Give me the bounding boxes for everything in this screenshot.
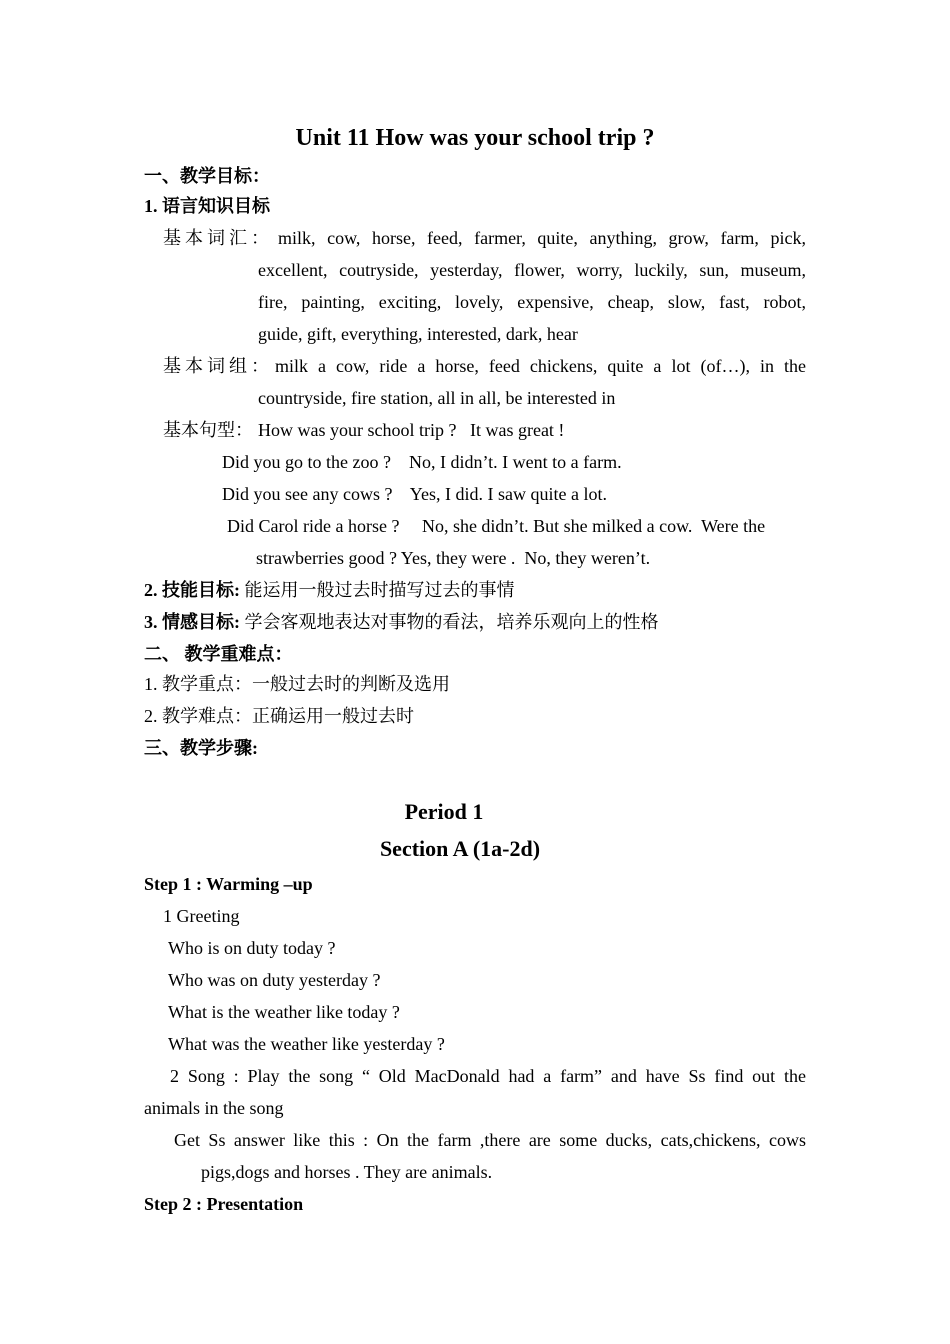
difficult-point: 2. 教学难点：正确运用一般过去时 (144, 706, 414, 726)
phrases-line: milk a cow, ride a horse, feed chickens, quite a lot (of…), in the (275, 356, 806, 376)
emotion-goal (144, 606, 806, 638)
sentences-label: 基本句型： (163, 420, 253, 440)
key-point: 1. 教学重点：一般过去时的判断及选用 (144, 674, 450, 694)
skill-goal (144, 574, 806, 606)
emotion-goal-label: 3. 情感目标: (144, 612, 240, 632)
vocab-line: excellent, coutryside, yesterday, flower, worry, luckily, sun, museum, (258, 260, 806, 280)
question-line: What was the weather like yesterday ? (168, 1034, 445, 1054)
greeting-item: 1 Greeting (163, 906, 240, 926)
step2-heading: Step 2 : Presentation (144, 1194, 304, 1214)
sentence-line: strawberries good ? Yes, they were . No, they weren’t. (256, 548, 651, 568)
emotion-goal-text: 学会客观地表达对事物的看法，培养乐观向上的性格 (240, 612, 659, 632)
vocab-line: fire, painting, exciting, lovely, expensive, cheap, slow, fast, robot, (258, 292, 806, 312)
objectives-heading: 一、教学目标： (144, 166, 270, 186)
vocab-label: 基本词汇： (163, 228, 273, 248)
phrases-label: 基本词组： (163, 356, 273, 376)
period-heading: Period 1 (404, 799, 484, 824)
section-heading: Section A (1a-2d) (379, 836, 541, 861)
steps-heading: 三、教学步骤: (144, 738, 258, 758)
vocab-line: milk, cow, horse, feed, farmer, quite, anything, grow, farm, pick, (278, 228, 806, 248)
language-goal-heading: 1. 语言知识目标 (144, 196, 270, 216)
sentence-line: Did Carol ride a horse ? No, she didn’t. But she milked a cow. Were the (227, 516, 766, 536)
answer-example-cont: pigs,dogs and horses . They are animals. (201, 1162, 493, 1182)
song-instruction: 2 Song : Play the song “ Old MacDonald had a farm” and have Ss find out the (170, 1066, 806, 1086)
sentence-line: How was your school trip ? It was great ! (258, 420, 565, 440)
skill-goal-text: 能运用一般过去时描写过去的事情 (240, 580, 515, 600)
document-title: Unit 11 How was your school trip ? (295, 125, 655, 151)
song-instruction-cont: animals in the song (144, 1098, 284, 1118)
sentence-line: Did you see any cows ? Yes, I did. I saw quite a lot. (222, 484, 607, 504)
sentence-line: Did you go to the zoo ? No, I didn’t. I went to a farm. (222, 452, 622, 472)
step1-heading: Step 1 : Warming –up (144, 874, 313, 894)
answer-example: Get Ss answer like this : On the farm ,there are some ducks, cats,chickens, cows (174, 1130, 806, 1150)
question-line: Who is on duty today ? (168, 938, 336, 958)
question-line: What is the weather like today ? (168, 1002, 400, 1022)
key-points-heading: 二、 教学重难点： (144, 644, 293, 664)
skill-goal-label: 2. 技能目标: (144, 580, 240, 600)
phrases-line: countryside, fire station, all in all, be interested in (258, 388, 616, 408)
vocab-line: guide, gift, everything, interested, dark, hear (258, 324, 578, 344)
question-line: Who was on duty yesterday ? (168, 970, 381, 990)
